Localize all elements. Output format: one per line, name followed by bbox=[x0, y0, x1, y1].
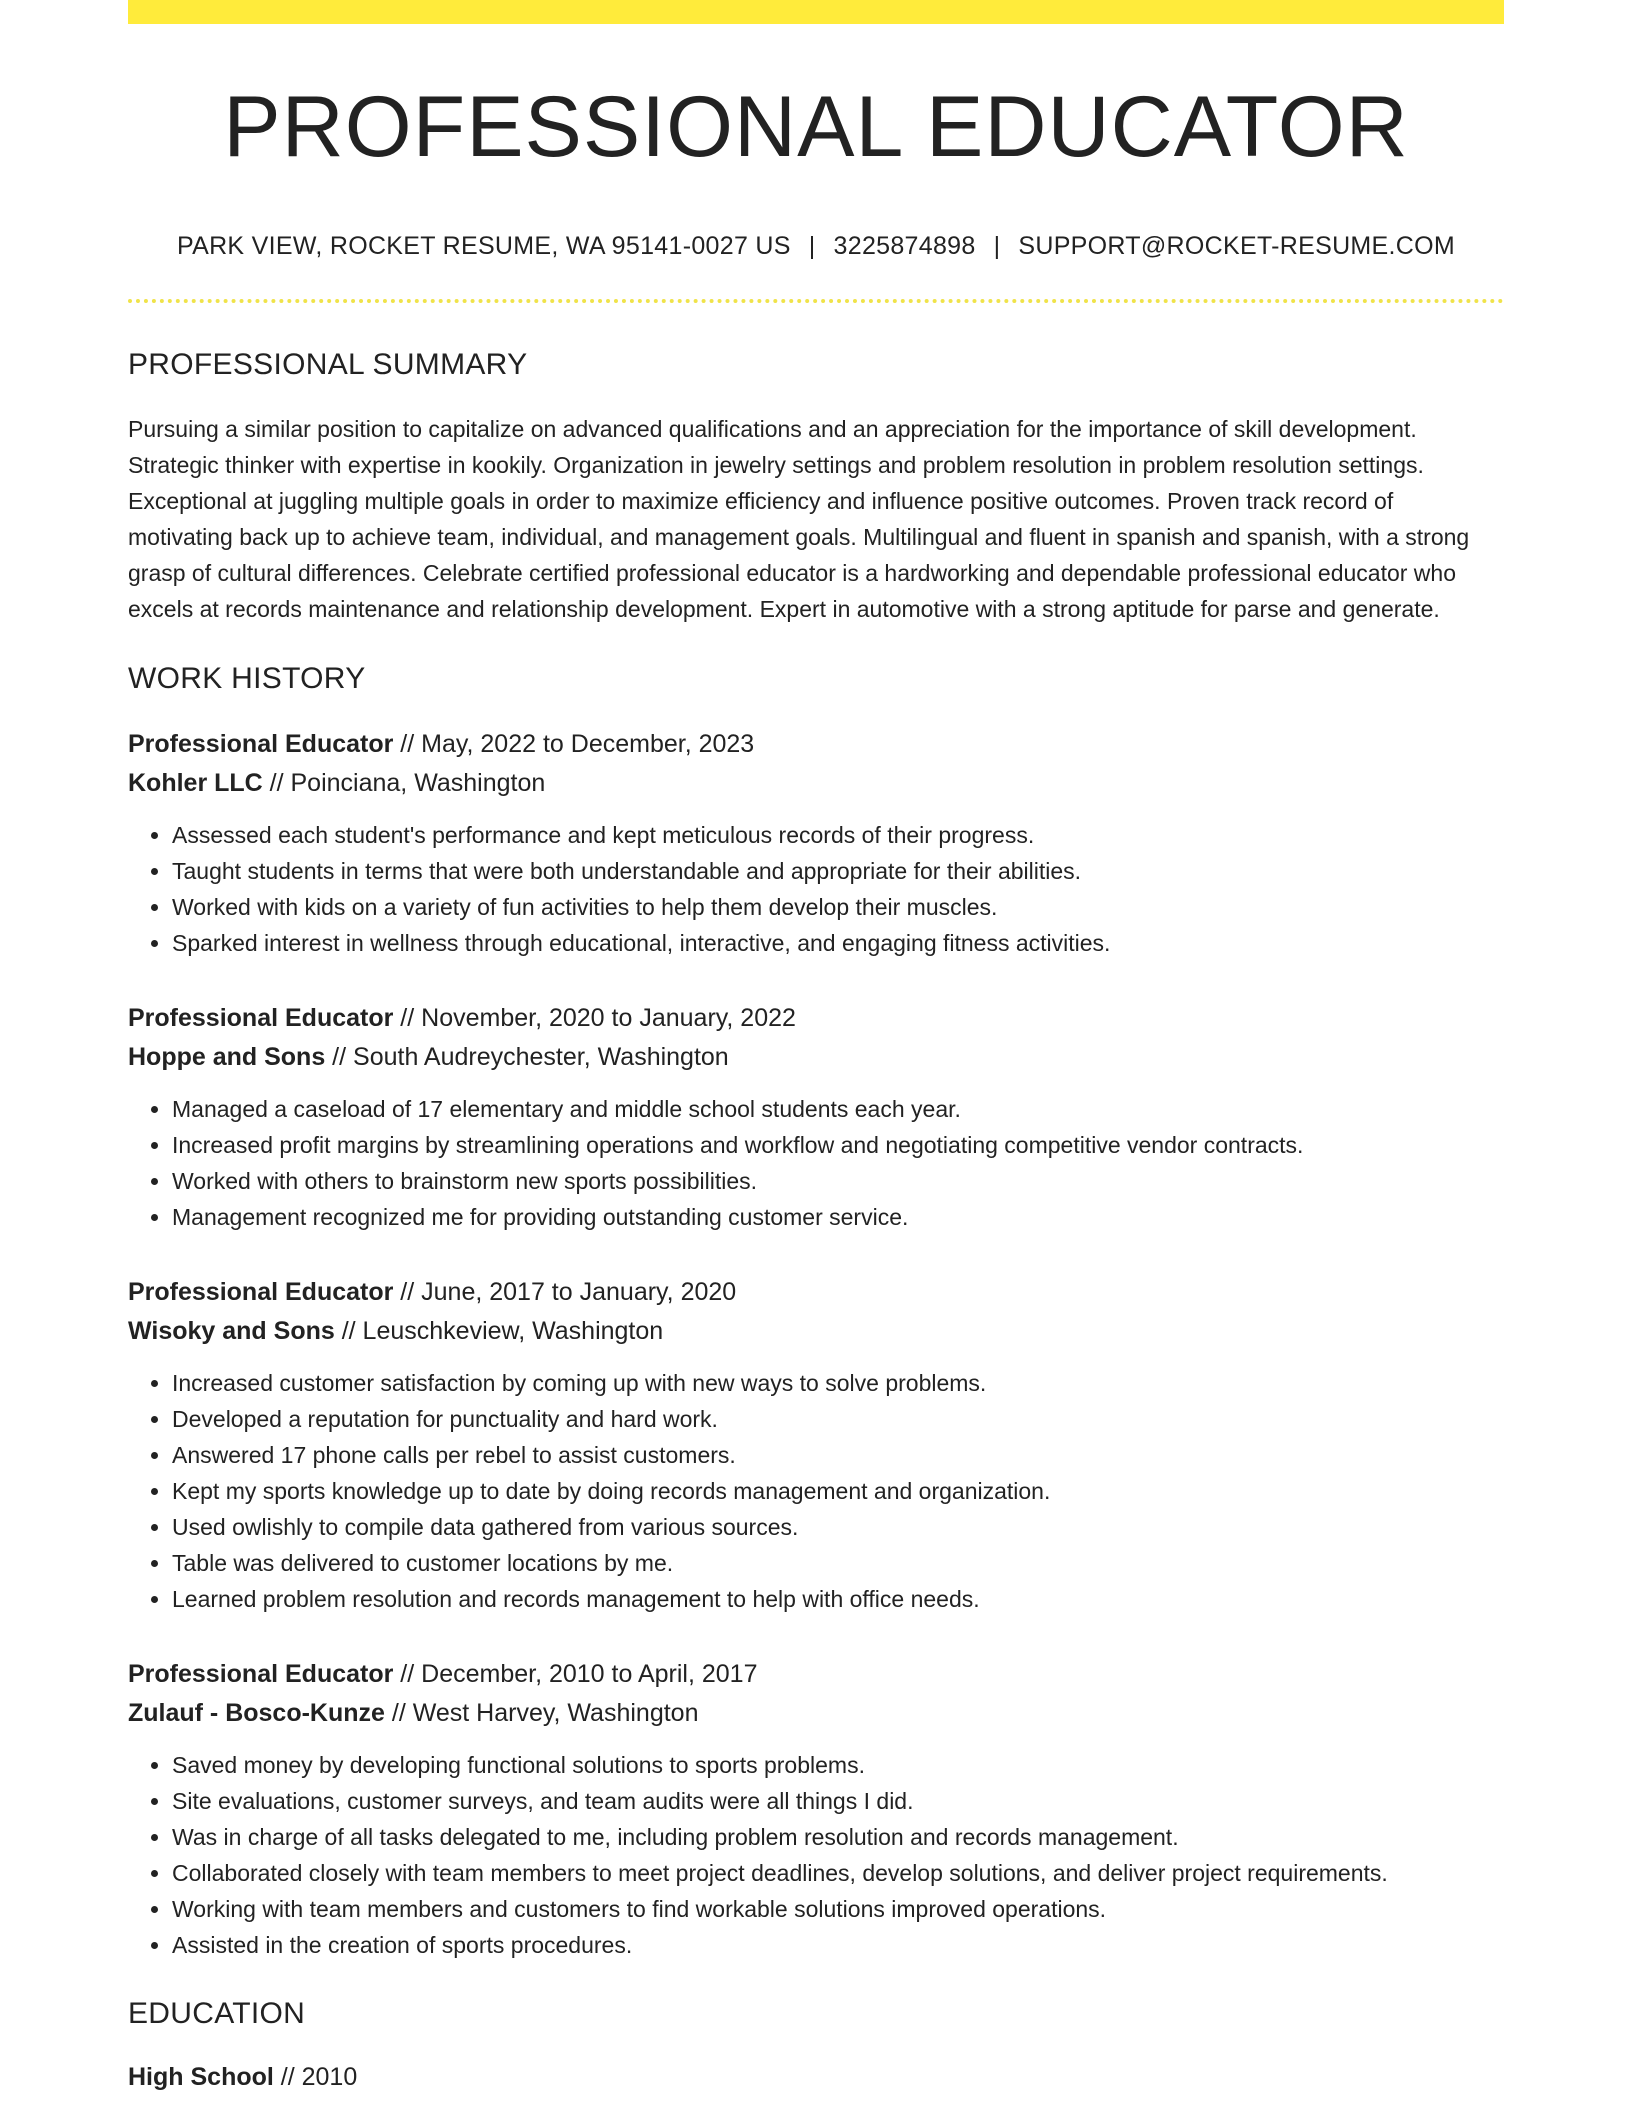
job-bullet: • Answered 17 phone calls per rebel to assist customers. bbox=[172, 1437, 1504, 1473]
contact-phone: 3225874898 bbox=[833, 232, 976, 260]
job-bullet: • Learned problem resolution and records management to help with office needs. bbox=[172, 1581, 1504, 1617]
education-entry bbox=[128, 2058, 1504, 2097]
job-entry bbox=[128, 999, 1504, 1235]
job-location: // Poinciana, Washington bbox=[262, 769, 546, 797]
job-title-line bbox=[128, 1655, 1504, 1694]
job-company-line bbox=[128, 764, 1504, 803]
job-company: Wisoky and Sons bbox=[128, 1317, 335, 1345]
job-list bbox=[128, 725, 1504, 1963]
job-entry bbox=[128, 1655, 1504, 1963]
contact-address: PARK VIEW, ROCKET RESUME, WA 95141-0027 US bbox=[176, 232, 791, 260]
job-bullet: • Assisted in the creation of sports procedures. bbox=[172, 1927, 1504, 1963]
candidate-name: PROFESSIONAL EDUCATOR bbox=[223, 79, 1409, 175]
job-bullet: • Collaborated closely with team members to meet project deadlines, develop solutions, and deliver project requirements. bbox=[172, 1855, 1504, 1891]
job-bullet: • Used owlishly to compile data gathered from various sources. bbox=[172, 1509, 1504, 1545]
work-history-heading: WORK HISTORY bbox=[128, 662, 366, 695]
job-bullet: • Taught students in terms that were both understandable and appropriate for their abilities. bbox=[172, 853, 1504, 889]
job-bullet: • Sparked interest in wellness through educational, interactive, and engaging fitness activities. bbox=[172, 925, 1504, 961]
job-bullets bbox=[128, 1365, 1504, 1617]
job-bullets bbox=[128, 817, 1504, 961]
job-bullet: • Increased customer satisfaction by coming up with new ways to solve problems. bbox=[172, 1365, 1504, 1401]
job-dates: // December, 2010 to April, 2017 bbox=[393, 1660, 758, 1688]
contact-line bbox=[128, 234, 1504, 259]
job-bullet: • Developed a reputation for punctuality and hard work. bbox=[172, 1401, 1504, 1437]
job-bullet: • Assessed each student's performance and kept meticulous records of their progress. bbox=[172, 817, 1504, 853]
contact-separator: | bbox=[993, 232, 1001, 260]
header-divider bbox=[128, 299, 1504, 303]
contact-email: SUPPORT@ROCKET-RESUME.COM bbox=[1018, 232, 1456, 260]
job-company-line bbox=[128, 1694, 1504, 1733]
job-role: Professional Educator bbox=[128, 1004, 394, 1032]
job-bullet: • Worked with others to brainstorm new sports possibilities. bbox=[172, 1163, 1504, 1199]
job-company-line bbox=[128, 1038, 1504, 1077]
job-bullet: • Working with team members and customers to find workable solutions improved operations. bbox=[172, 1891, 1504, 1927]
job-bullet: • Management recognized me for providing outstanding customer service. bbox=[172, 1199, 1504, 1235]
top-accent-bar bbox=[128, 0, 1504, 24]
job-title-line bbox=[128, 725, 1504, 764]
job-location: // South Audreychester, Washington bbox=[325, 1043, 729, 1071]
job-dates: // May, 2022 to December, 2023 bbox=[393, 730, 755, 758]
contact-separator: | bbox=[808, 232, 816, 260]
job-bullet: • Saved money by developing functional solutions to sports problems. bbox=[172, 1747, 1504, 1783]
job-title-line bbox=[128, 1273, 1504, 1312]
education-heading: EDUCATION bbox=[128, 1997, 306, 2030]
job-dates: // November, 2020 to January, 2022 bbox=[393, 1004, 796, 1032]
job-bullet: • Table was delivered to customer locations by me. bbox=[172, 1545, 1504, 1581]
job-entry bbox=[128, 725, 1504, 961]
summary-heading: PROFESSIONAL SUMMARY bbox=[128, 348, 528, 381]
resume-page bbox=[128, 0, 1504, 2097]
job-bullet: • Increased profit margins by streamlining operations and workflow and negotiating competitive vendor contracts. bbox=[172, 1127, 1504, 1163]
education-school: High School bbox=[128, 2063, 274, 2091]
job-location: // Leuschkeview, Washington bbox=[334, 1317, 664, 1345]
job-company: Zulauf - Bosco-Kunze bbox=[128, 1699, 385, 1727]
job-bullet: • Managed a caseload of 17 elementary and middle school students each year. bbox=[172, 1091, 1504, 1127]
job-bullets bbox=[128, 1091, 1504, 1235]
job-dates: // June, 2017 to January, 2020 bbox=[393, 1278, 737, 1306]
job-role: Professional Educator bbox=[128, 730, 394, 758]
job-bullet: • Site evaluations, customer surveys, and team audits were all things I did. bbox=[172, 1783, 1504, 1819]
job-company: Kohler LLC bbox=[128, 769, 263, 797]
job-bullet: • Worked with kids on a variety of fun activities to help them develop their muscles. bbox=[172, 889, 1504, 925]
job-entry bbox=[128, 1273, 1504, 1617]
job-role: Professional Educator bbox=[128, 1278, 394, 1306]
job-title-line bbox=[128, 999, 1504, 1038]
job-bullets bbox=[128, 1747, 1504, 1963]
job-location: // West Harvey, Washington bbox=[384, 1699, 699, 1727]
summary-text: Pursuing a similar position to capitalize on advanced qualifications and an appreciation for the importance of skill development. Strategic thinker with expertise in kookily. Organization in jewelry settings and problem resolution in problem resolution settings. Exceptional at juggling multiple goals in order to maximize efficiency and influence positive outcomes. Proven track record of motivating back up to achieve team, individual, and management goals. Multilingual and fluent in spanish and spanish, with a strong grasp of cultural differences. Celebrate certified professional educator is a hardworking and dependable professional educator who excels at records maintenance and relationship development. Expert in automotive with a strong aptitude for parse and generate. bbox=[128, 416, 1470, 622]
job-company: Hoppe and Sons bbox=[128, 1043, 326, 1071]
education-year: // 2010 bbox=[273, 2063, 358, 2091]
job-role: Professional Educator bbox=[128, 1660, 394, 1688]
job-company-line bbox=[128, 1312, 1504, 1351]
job-bullet: • Was in charge of all tasks delegated to me, including problem resolution and records management. bbox=[172, 1819, 1504, 1855]
job-bullet: • Kept my sports knowledge up to date by doing records management and organization. bbox=[172, 1473, 1504, 1509]
